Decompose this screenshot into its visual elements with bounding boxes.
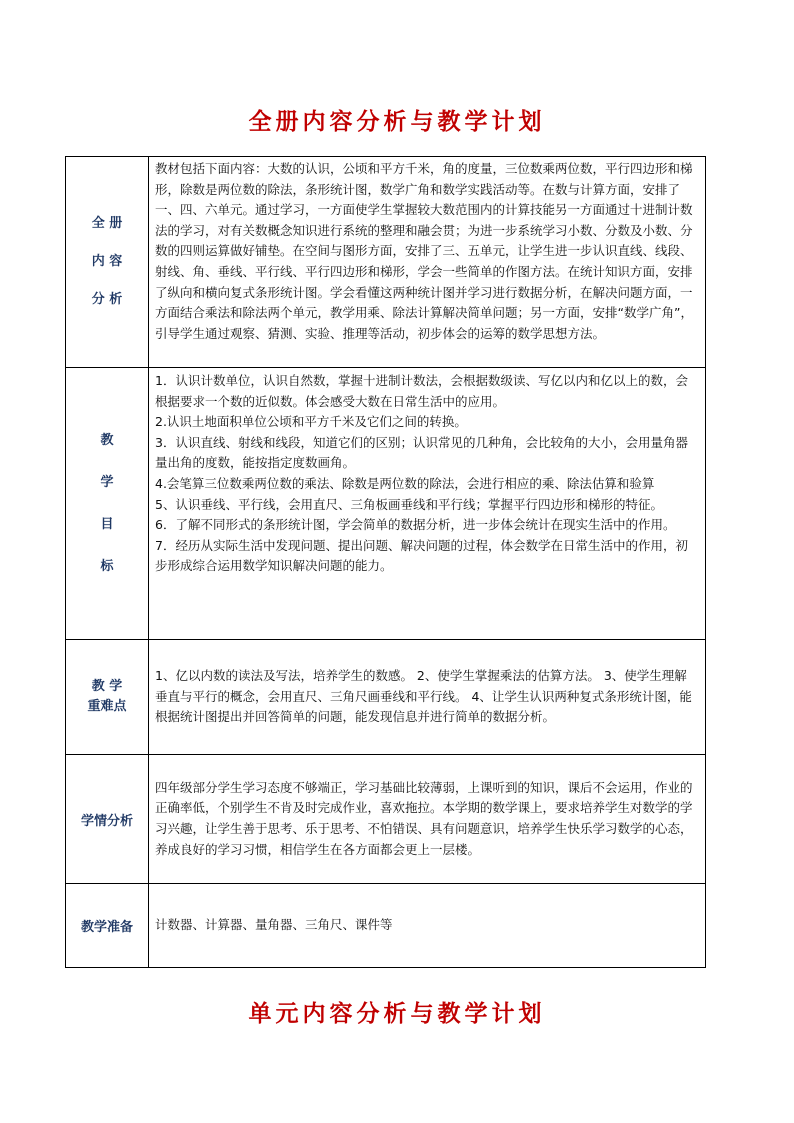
row-student-analysis xyxy=(66,755,706,884)
goal-item: 5、认识垂线、平行线，会用直尺、三角板画垂线和平行线；掌握平行四边形和梯形的特征。 xyxy=(155,496,663,512)
student-analysis-text: 四年级部分学生学习态度不够端正，学习基础比较薄弱，上课听到的知识，课后不会运用，作业的正确率低，个别学生不肯及时完成作业，喜欢拖拉。本学期的数学课上，要求培养学生对数学的学习兴趣，让学生善于思考、乐于思考、不怕错误、具有问题意识，培养学生快乐学习数学的心态，养成良好的学习习惯，相信学生在各方面都会更上一层楼。 xyxy=(149,755,706,884)
goal-item: 7．经历从实际生活中发现问题、提出问题、解决问题的过程，体会数学在日常生活中的作用，初步形成综合运用数学知识解决问题的能力。 xyxy=(155,537,688,574)
goal-item: 1．认识计数单位，认识自然数，掌握十进制计数法，会根据数级读、写亿以内和亿以上的数，会根据要求一个数的近似数。体会感受大数在日常生活中的应用。 xyxy=(155,373,688,409)
row-teaching-goals xyxy=(66,368,706,640)
key-points-text: 1、亿以内数的读法及写法，培养学生的数感。 2、使学生掌握乘法的估算方法。 3、使学生理解垂直与平行的概念，会用直尺、三角尺画垂线和平行线。 4、让学生认识两种复式条形统计图，能根据统计图提出并回答简单的问题，能发现信息并进行简单的数据分析。 xyxy=(149,640,706,755)
header-content-analysis: 全 册 内 容 分 析 xyxy=(66,157,149,368)
content-analysis-text: 教材包括下面内容：大数的认识，公顷和平方千米，角的度量，三位数乘两位数，平行四边形和梯形，除数是两位数的除法，条形统计图，数学广角和数学实践活动等。在数与计算方面，安排了一、四、六单元。通过学习，一方面使学生掌握较大数范围内的计算技能另一方面通过十进制计数法的学习，对有关数概念知识进行系统的整理和融会贯；为进一步系统学习小数、分数及小数、分数的四则运算做好铺垫。在空间与图形方面，安排了三、五单元，让学生进一步认识直线、线段、射线、角、垂线、平行线、平行四边形和梯形，学会一些简单的作图方法。在统计知识方面，安排了纵向和横向复式条形统计图。学会看懂这两种统计图并学习进行数据分析，在解决问题方面，一方面结合乘法和除法两个单元，教学用乘、除法计算解决简单问题；另一方面，安排“数学广角”，引导学生通过观察、猜测、实验、推理等活动，初步体会的运筹的数学思想方法。 xyxy=(149,157,706,368)
section-title: 单元内容分析与教学计划 xyxy=(248,1000,546,1027)
header-student-analysis: 学情分析 xyxy=(66,755,149,884)
row-content-analysis xyxy=(66,157,706,368)
teaching-prep-text: 计数器、计算器、量角器、三角尺、课件等 xyxy=(149,884,706,968)
goal-item: 3．认识直线、射线和线段，知道它们的区别；认识常见的几种角，会比较角的大小，会用量角器量出角的度数，能按指定度数画角。 xyxy=(155,434,688,471)
goal-item: 2.认识土地面积单位公顷和平方千米及它们之间的转换。 xyxy=(155,414,467,430)
row-key-points xyxy=(66,640,706,755)
goal-item: 6．了解不同形式的条形统计图，学会简单的数据分析，进一步体会统计在现实生活中的作用。 xyxy=(155,517,676,533)
header-teaching-goals: 教 学 目 标 xyxy=(66,368,149,640)
page-title: 全册内容分析与教学计划 xyxy=(248,108,546,135)
row-teaching-prep xyxy=(66,884,706,968)
teaching-goals-list xyxy=(149,368,706,640)
goal-item: 4.会笔算三位数乘两位数的乘法、除数是两位数的除法，会进行相应的乘、除法估算和验算 xyxy=(155,475,655,491)
header-key-points: 教 学 重难点 xyxy=(66,640,149,755)
header-teaching-prep: 教学准备 xyxy=(66,884,149,968)
plan-table xyxy=(65,156,706,968)
